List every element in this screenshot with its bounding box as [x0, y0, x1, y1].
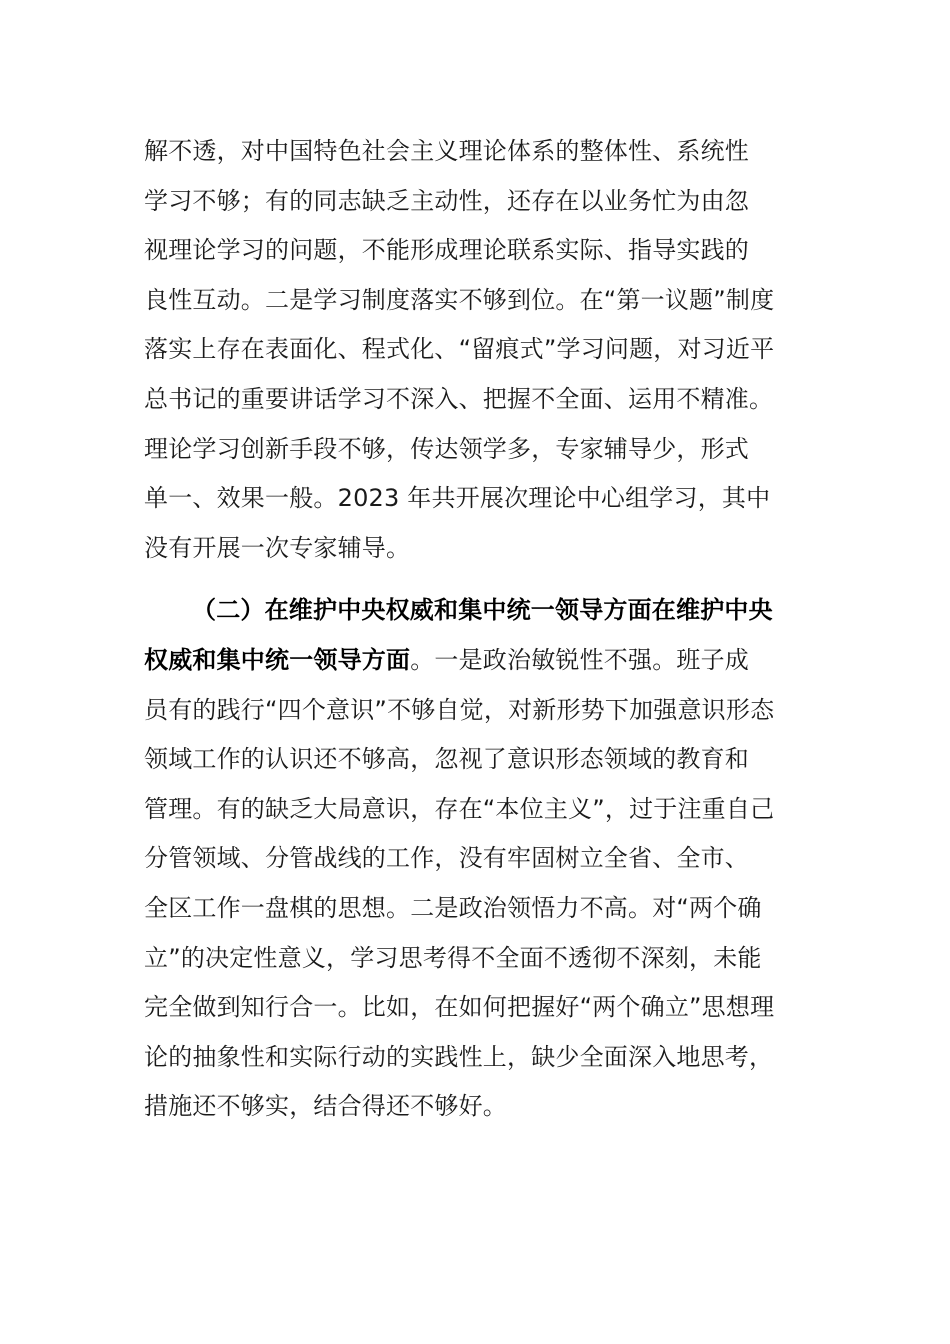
- text-line: 员有的践行“四个意识”不够自觉，对新形势下加强意识形态: [144, 695, 775, 724]
- text-line: 立”的决定性意义，学习思考得不全面不透彻不深刻，未能: [144, 943, 762, 972]
- text-line: 落实上存在表面化、程式化、“留痕式”学习问题，对习近平: [144, 335, 775, 364]
- text-line: 理论学习创新手段不够，传达领学多，专家辅导少，形式: [144, 434, 749, 463]
- text-line: 学习不够；有的同志缺乏主动性，还存在以业务忙为由忽: [144, 186, 749, 215]
- text-line: 没有开展一次专家辅导。: [144, 533, 411, 562]
- text-line: [144, 636, 806, 686]
- section-heading-continued: 权威和集中统一领导方面: [144, 645, 411, 674]
- section-heading: （二）在维护中央权威和集中统一领导方面在维护中央: [192, 596, 773, 625]
- section-heading-line: [144, 586, 806, 636]
- paragraph-1: [144, 127, 806, 573]
- document-body: [144, 127, 806, 1132]
- text-line: 全区工作一盘棋的思想。二是政治领悟力不高。对“两个确: [144, 893, 762, 922]
- text-line: 措施还不够实，结合得还不够好。: [144, 1092, 507, 1121]
- text-run: 。一是政治敏锐性不强。班子成: [410, 645, 750, 674]
- text-line: 单一、效果一般。2023 年共开展次理论中心组学习，其中: [144, 484, 771, 513]
- text-line: 解不透，对中国特色社会主义理论体系的整体性、系统性: [144, 137, 749, 165]
- paragraph-2: [144, 586, 806, 1132]
- text-line: 分管领域、分管战线的工作，没有牢固树立全省、全市、: [144, 844, 749, 873]
- paragraph-spacing: [144, 573, 806, 586]
- text-line: 视理论学习的问题，不能形成理论联系实际、指导实践的: [144, 236, 749, 265]
- text-line: 管理。有的缺乏大局意识，存在“本位主义”，过于注重自己: [144, 794, 775, 823]
- text-line: 总书记的重要讲话学习不深入、把握不全面、运用不精准。: [144, 384, 774, 413]
- text-line: 良性互动。二是学习制度落实不够到位。在“第一议题”制度: [144, 285, 775, 314]
- text-line: 领域工作的认识还不够高，忽视了意识形态领域的教育和: [144, 745, 749, 774]
- text-line: 完全做到知行合一。比如，在如何把握好“两个确立”思想理: [144, 993, 775, 1022]
- text-line: 论的抽象性和实际行动的实践性上，缺少全面深入地思考，: [144, 1042, 774, 1071]
